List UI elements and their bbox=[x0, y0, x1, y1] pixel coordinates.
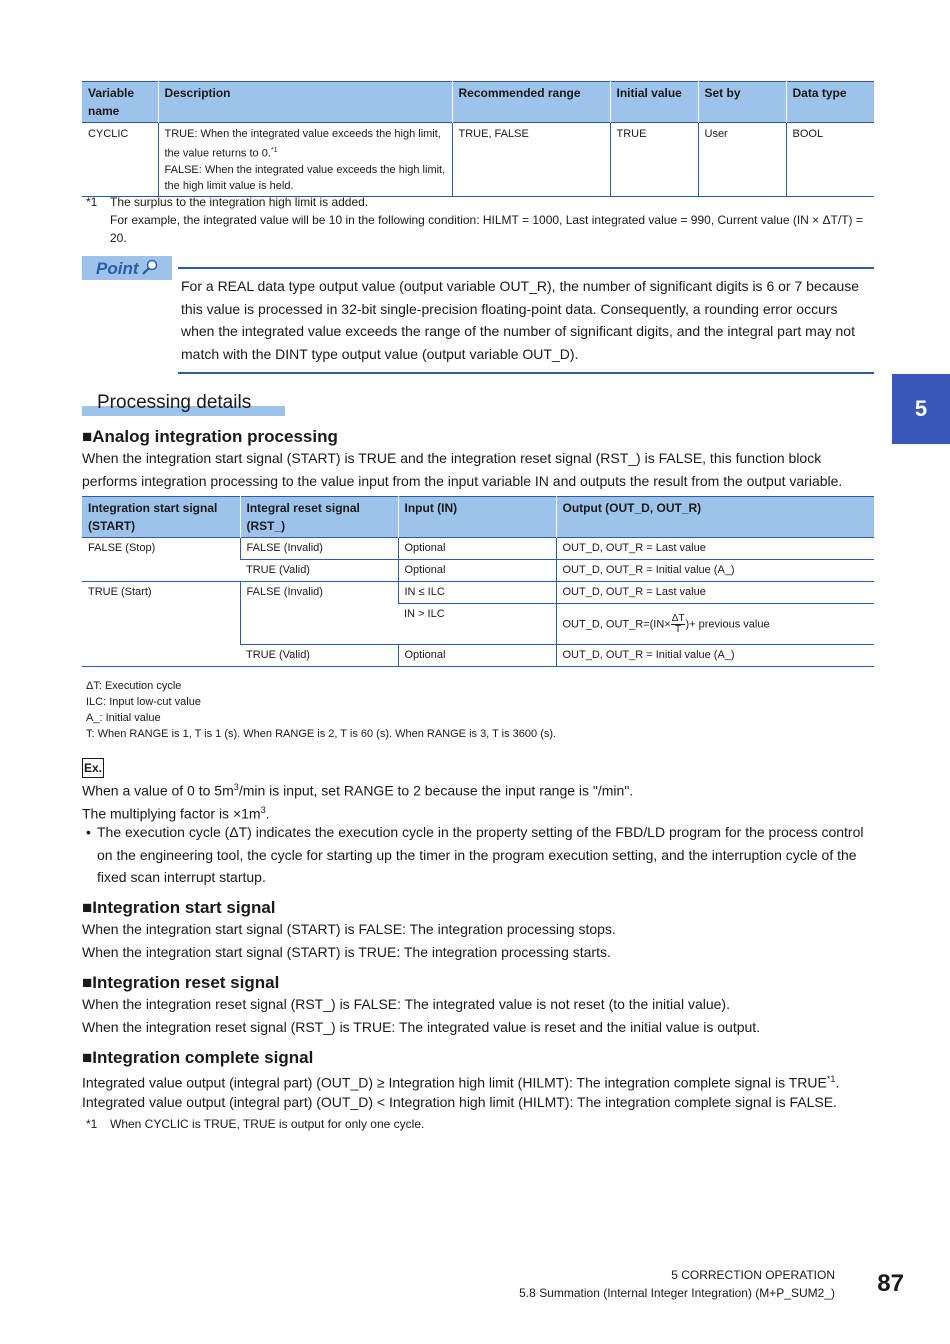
heading-complete-signal: ■Integration complete signal bbox=[82, 1048, 314, 1067]
note-line: A_: Initial value bbox=[86, 712, 161, 724]
col-header: Integral reset signal (RST_) bbox=[240, 497, 398, 538]
formula-fraction bbox=[671, 614, 686, 635]
table-row bbox=[82, 538, 874, 560]
cell-range: TRUE, FALSE bbox=[452, 123, 610, 197]
table-notes bbox=[86, 678, 556, 742]
heading-start-signal: ■Integration start signal bbox=[82, 898, 276, 917]
bullet-dot: • bbox=[86, 824, 91, 840]
example-text: . bbox=[265, 805, 270, 822]
cell-data-type: BOOL bbox=[786, 123, 874, 197]
reset-line1: When the integration reset signal (RST_) is FALSE: The integrated value is not reset (to the initial value). bbox=[82, 996, 730, 1012]
formula-pre: OUT_D, OUT_R=(IN× bbox=[562, 617, 671, 630]
cell-rst: TRUE (Valid) bbox=[240, 560, 398, 582]
cell-set-by: User bbox=[698, 123, 786, 197]
superscript: 3 bbox=[233, 782, 239, 792]
example-text: The multiplying factor is ×1m bbox=[82, 805, 261, 822]
fraction-numerator: ΔT bbox=[671, 612, 685, 624]
cell-name: CYCLIC bbox=[88, 128, 129, 140]
example-label: Ex. bbox=[82, 758, 104, 778]
analog-text: When the integration start signal (START) is TRUE and the integration reset signal (RST_) is FALSE, this function block performs integration processing to the value input from the input variable IN and outputs the result from the output variable. bbox=[82, 450, 843, 489]
col-header: Set by bbox=[698, 82, 786, 123]
reset-line2: When the integration reset signal (RST_) is TRUE: The integrated value is reset and the initial value is output. bbox=[82, 1019, 761, 1035]
point-text: For a REAL data type output value (output variable OUT_R), the number of significant digits is 6 or 7 because this value is processed in 32-bit single-precision floating-point data. Consequently, a rounding error occurs when the integrated value exceeds the range of the number of significant digits, and the integral part may not match with the DINT type output value (output variable OUT_D). bbox=[181, 278, 860, 362]
variable-table bbox=[82, 81, 874, 197]
footnote-ref: *1 bbox=[826, 1074, 836, 1084]
section-title: Processing details bbox=[97, 392, 252, 413]
cell-in: Optional bbox=[398, 538, 556, 560]
table-header-row bbox=[82, 82, 874, 123]
note-line: T: When RANGE is 1, T is 1 (s). When RANGE is 2, T is 60 (s). When RANGE is 3, T is 3600 (s). bbox=[86, 728, 557, 740]
footnote bbox=[86, 193, 876, 247]
superscript: 3 bbox=[260, 805, 266, 815]
heading-analog: ■Analog integration processing bbox=[82, 427, 338, 446]
cell-rst: FALSE (Invalid) bbox=[240, 582, 398, 645]
magnifier-icon bbox=[141, 259, 159, 277]
footer-section: 5.8 Summation (Internal Integer Integration) (M+P_SUM2_) bbox=[519, 1286, 835, 1300]
footnote-mark: *1 bbox=[86, 195, 98, 209]
col-header: Variable name bbox=[82, 82, 158, 123]
heading-reset-signal: ■Integration reset signal bbox=[82, 973, 280, 992]
cell-in: Optional bbox=[398, 645, 556, 667]
table-row bbox=[82, 582, 874, 604]
footnote-line: For example, the integrated value will be 10 in the following condition: HILMT = 1000, Last integrated value = 990, Current value (IN × ΔT/T) = 20. bbox=[110, 213, 863, 245]
cell-out: OUT_D, OUT_R = Initial value (A_) bbox=[556, 645, 874, 667]
cell-out: OUT_D, OUT_R = Last value bbox=[556, 582, 874, 604]
start-line2: When the integration start signal (START) is TRUE: The integration processing starts. bbox=[82, 944, 611, 960]
point-label-text: Point bbox=[96, 259, 139, 278]
cell-out: OUT_D, OUT_R = Last value bbox=[556, 538, 874, 560]
cell-out: OUT_D, OUT_R = Initial value (A_) bbox=[556, 560, 874, 582]
point-top-rule bbox=[178, 267, 874, 269]
col-header: Integration start signal (START) bbox=[82, 497, 240, 538]
col-header: Output (OUT_D, OUT_R) bbox=[556, 497, 874, 538]
note-line: ILC: Input low-cut value bbox=[86, 696, 201, 708]
footnote-ref: *1 bbox=[270, 146, 278, 154]
col-header: Input (IN) bbox=[398, 497, 556, 538]
footnote-body: When CYCLIC is TRUE, TRUE is output for only one cycle. bbox=[110, 1117, 425, 1131]
point-bottom-rule bbox=[178, 372, 874, 374]
note-line: ΔT: Execution cycle bbox=[86, 680, 182, 692]
integration-table bbox=[82, 496, 874, 667]
cell-rst: TRUE (Valid) bbox=[240, 645, 398, 667]
cell-in: IN ≤ ILC bbox=[398, 582, 556, 604]
formula-post: )+ previous value bbox=[685, 617, 770, 630]
complete-line2: Integrated value output (integral part) (OUT_D) < Integration high limit (HILMT): The integration complete signal is FALSE. bbox=[82, 1094, 837, 1110]
point-label bbox=[96, 259, 159, 279]
example-bullet: The execution cycle (ΔT) indicates the execution cycle in the property setting of the FBD/LD program for the process control on the engineering tool, the cycle for starting up the timer in the program execution setting, and the interruption cycle of the fixed scan interrupt startup. bbox=[97, 824, 864, 885]
col-header: Recommended range bbox=[452, 82, 610, 123]
example-text: /min is input, set RANGE to 2 because the input range is "/min". bbox=[238, 782, 634, 799]
desc-false: FALSE: When the integrated value exceeds the high limit, the high limit value is held. bbox=[164, 163, 446, 192]
chapter-tab: 5 bbox=[892, 374, 950, 444]
cell-in: Optional bbox=[398, 560, 556, 582]
cell-in: IN > ILC bbox=[398, 604, 556, 645]
footnote-body bbox=[110, 193, 880, 247]
footnote-line: The surplus to the integration high limit is added. bbox=[110, 195, 369, 209]
cell-description bbox=[158, 123, 452, 197]
desc-true: TRUE: When the integrated value exceeds the high limit, the value returns to 0. bbox=[164, 128, 441, 160]
cell-start: TRUE (Start) bbox=[82, 582, 240, 667]
cell-out-formula bbox=[556, 604, 874, 645]
table-header-row bbox=[82, 497, 874, 538]
col-header: Initial value bbox=[610, 82, 698, 123]
cell-start: FALSE (Stop) bbox=[82, 538, 240, 582]
fraction-denominator: T bbox=[675, 623, 682, 635]
page-number: 87 bbox=[877, 1270, 904, 1297]
cell-rst: FALSE (Invalid) bbox=[240, 538, 398, 560]
example-text: When a value of 0 to 5m bbox=[82, 782, 234, 799]
col-header: Description bbox=[158, 82, 452, 123]
footer-chapter: 5 CORRECTION OPERATION bbox=[671, 1268, 835, 1282]
start-line1: When the integration start signal (START) is FALSE: The integration processing stops. bbox=[82, 921, 616, 937]
footnote-mark: *1 bbox=[86, 1117, 98, 1131]
col-header: Data type bbox=[786, 82, 874, 123]
complete-text: Integrated value output (integral part) (OUT_D) ≥ Integration high limit (HILMT): The integration complete signal is TRUE bbox=[82, 1074, 827, 1091]
table-row bbox=[82, 123, 874, 197]
cell-initial: TRUE bbox=[610, 123, 698, 197]
complete-text: . bbox=[835, 1074, 840, 1091]
complete-footnote bbox=[86, 1115, 876, 1133]
